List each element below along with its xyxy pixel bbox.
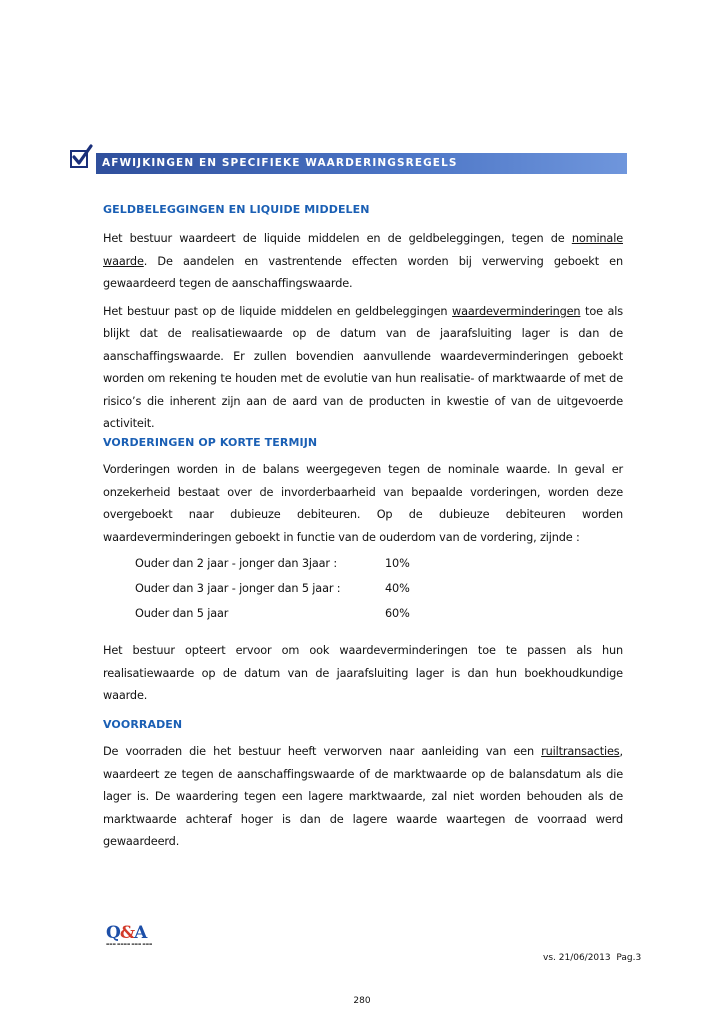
row-label: Ouder dan 2 jaar - jonger dan 3jaar : (135, 557, 337, 570)
section-body-geldbeleggingen (103, 228, 623, 436)
provision-table (135, 556, 455, 631)
logo-mark: Q&A (106, 923, 147, 943)
table-row (135, 556, 455, 581)
paragraph (103, 228, 623, 296)
header-title: AFWIJKINGEN EN SPECIFIEKE WAARDERINGSREGELS (96, 153, 627, 174)
paragraph (103, 741, 623, 854)
row-percentage: 40% (385, 582, 410, 595)
footer-version (543, 953, 641, 963)
paragraph: Vorderingen worden in de balans weergegeven tegen de nominale waarde. In geval er onzekerheid bestaat over de invorderbaarheid van bepaalde vorderingen, worden deze overgeboekt naar dubieuze debiteuren. Op de dubieuze debiteuren worden waardeverminderingen geboekt in functie van de ouderdom van de vordering, zijnde : (103, 463, 623, 544)
underlined-term: waardeverminderingen (452, 304, 581, 318)
page-label: Pag.3 (616, 953, 642, 963)
text: toe als blijkt dat de realisatiewaarde op de datum van de jaarafsluiting lager is dan de aanschaffingswaarde. Er zullen bovendien aanvullende waardeverminderingen geboekt worden om rekening te houden met de evolutie van hun realisatie- of marktwaarde of met de risico’s die inherent zijn aan de aard van de producten in kwestie of van de uitgevoerde activiteit. (103, 304, 623, 430)
underlined-term: nominale waarde (103, 232, 623, 268)
row-label: Ouder dan 5 jaar (135, 607, 229, 620)
section-title-voorraden: VOORRADEN (103, 718, 183, 731)
text: Het bestuur past op de liquide middelen en geldbeleggingen (103, 304, 453, 318)
page-number: 280 (353, 996, 371, 1006)
paragraph (103, 301, 623, 436)
table-row (135, 581, 455, 606)
row-percentage: 10% (385, 557, 410, 570)
section-title-vorderingen: VORDERINGEN OP KORTE TERMIJN (103, 436, 318, 449)
row-label: Ouder dan 3 jaar - jonger dan 5 jaar : (135, 582, 341, 595)
text: . De aandelen en vastrentende effecten worden bij verwerving geboekt en gewaardeerd tegen de aanschaffingswaarde. (103, 254, 623, 290)
row-percentage: 60% (385, 607, 410, 620)
section-title-geldbeleggingen: GELDBELEGGINGEN EN LIQUIDE MIDDELEN (103, 203, 370, 216)
version-date: vs. 21/06/2013 (543, 953, 611, 963)
checkbox-icon (70, 150, 88, 168)
section-header (70, 150, 627, 176)
text: Het bestuur waardeert de liquide middelen en de geldbeleggingen, tegen de (103, 232, 572, 245)
section-body-voorraden (103, 741, 623, 854)
company-logo (106, 924, 162, 952)
paragraph: Het bestuur opteert ervoor om ook waardeverminderingen toe te passen als hun realisatiewaarde op de datum van de jaarafsluiting lager is dan hun boekhoudkundige waarde. (103, 644, 623, 702)
text: De voorraden die het bestuur heeft verworven naar aanleiding van een (103, 745, 542, 758)
section-body-vorderingen (103, 459, 623, 549)
section-body-vorderingen-2 (103, 640, 623, 708)
table-row (135, 606, 455, 631)
underlined-term: ruiltransacties (541, 745, 620, 758)
text: , waardeert ze tegen de aanschaffingswaarde of de marktwaarde op de balansdatum als die lager is. De waardering tegen een lagere marktwaarde, zal niet worden behouden als de marktwaarde achteraf hoger is dan de lagere waarde waartegen de voorraad werd gewaardeerd. (103, 745, 623, 848)
logo-tagline: ▬▬▬ ▬▬▬▬ ▬▬▬ ▬▬▬ (106, 942, 153, 946)
